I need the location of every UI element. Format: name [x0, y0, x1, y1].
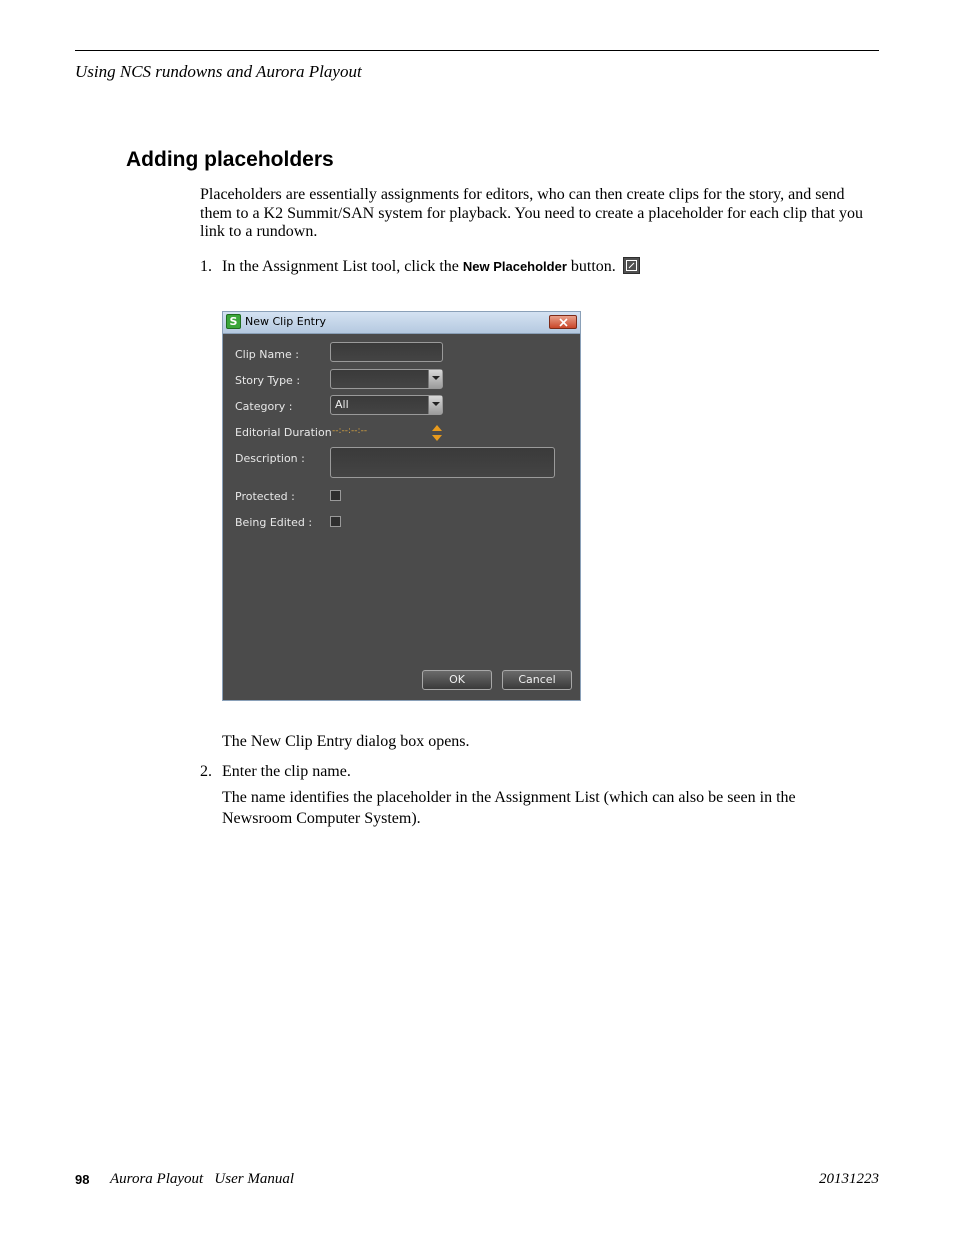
cancel-button[interactable]: Cancel — [502, 670, 572, 690]
close-button[interactable] — [549, 315, 577, 329]
footer-date: 20131223 — [819, 1171, 879, 1187]
step-1-ui-name: New Placeholder — [462, 259, 567, 274]
dialog-title: New Clip Entry — [245, 315, 327, 328]
intro-paragraph: Placeholders are essentially assignments for editors, who can then create clips for the story, and send them to a K2 Summit/SAN system for playback. You need to create a placeholder for each clip that you link to a rundown. — [200, 186, 863, 240]
description-label: Description : — [235, 452, 305, 465]
ok-button[interactable]: OK — [422, 670, 492, 690]
editorial-duration-label: Editorial Duration — [235, 426, 332, 439]
header-rule — [75, 50, 879, 51]
dialog-opens-note: The New Clip Entry dialog box opens. — [222, 733, 470, 750]
editorial-duration-field[interactable]: --:--:--:-- — [332, 426, 368, 436]
story-type-select[interactable] — [330, 369, 443, 389]
category-select[interactable] — [330, 395, 443, 415]
clip-name-label: Clip Name : — [235, 348, 299, 361]
step-1 — [0, 257, 954, 279]
app-logo-icon: S — [226, 314, 241, 329]
footer-manual-title: Aurora Playout User Manual — [110, 1171, 295, 1187]
step-1-number: 1. — [200, 258, 212, 275]
step-2-detail: The name identifies the placeholder in the Assignment List (which can also be seen in the Newsroom Computer System). — [222, 789, 796, 827]
description-input[interactable] — [330, 447, 555, 478]
step-1-before: In the Assignment List tool, click the — [222, 258, 459, 275]
step-1-text — [222, 257, 640, 276]
category-label: Category : — [235, 400, 293, 413]
being-edited-checkbox[interactable] — [330, 516, 341, 527]
section-heading: Adding placeholders — [126, 148, 334, 171]
step-2 — [0, 762, 954, 784]
step-2-text: Enter the clip name. — [222, 763, 351, 780]
step-1-after: button. — [570, 258, 616, 275]
protected-label: Protected : — [235, 490, 295, 503]
chevron-down-icon[interactable] — [428, 370, 442, 388]
new-placeholder-icon — [623, 257, 640, 274]
story-type-label: Story Type : — [235, 374, 301, 387]
category-value: All — [335, 398, 349, 411]
step-2-number: 2. — [200, 763, 212, 780]
being-edited-label: Being Edited : — [235, 516, 313, 529]
protected-checkbox[interactable] — [330, 490, 341, 501]
clip-name-input[interactable] — [330, 342, 443, 362]
page-number: 98 — [75, 1172, 90, 1187]
dialog-titlebar[interactable] — [223, 312, 580, 334]
running-header: Using NCS rundowns and Aurora Playout — [75, 62, 362, 81]
close-icon — [559, 318, 568, 327]
chevron-down-icon[interactable] — [428, 396, 442, 414]
new-clip-entry-dialog — [222, 311, 581, 701]
spin-up-down-icon[interactable] — [431, 424, 443, 442]
